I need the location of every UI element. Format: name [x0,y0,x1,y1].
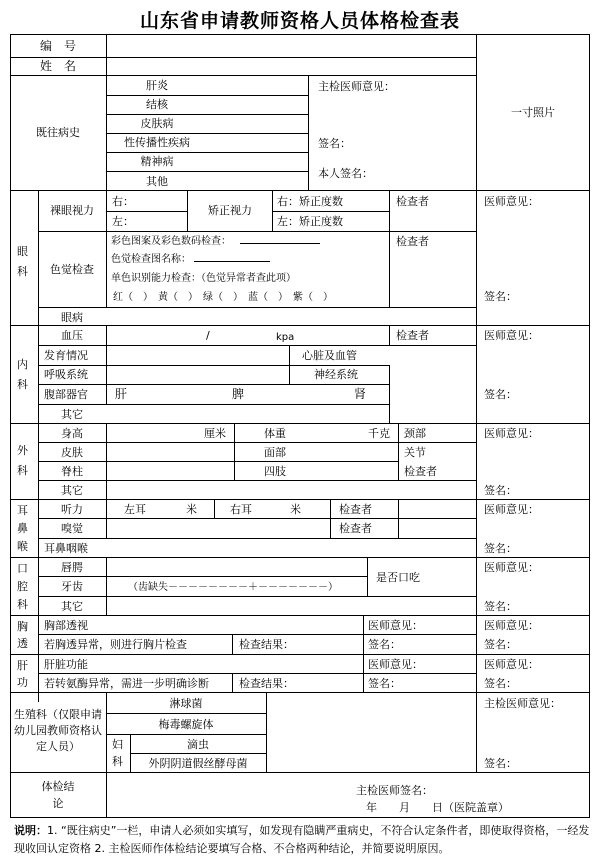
naked-left: 左： [112,215,134,228]
development-label: 发育情况 [44,349,88,362]
liver-section-label: 肝功 [17,659,28,689]
eye-disease-label: 眼病 [61,311,83,324]
color-line-3: 单色识别能力检查：（色觉异常者查此项） [111,273,296,284]
left-ear-unit: 米 [186,503,197,516]
ent-sign: 签名： [484,542,517,555]
naked-right: 右： [112,195,134,208]
chest-sign-2: 签名： [484,638,517,651]
internal-doctor-opinion: 医师意见： [484,329,539,342]
eye-examiner-2: 检查者 [396,235,429,248]
neck-label: 颈部 [404,427,426,440]
right-ear-unit: 米 [290,503,301,516]
bp-unit: kpa [276,332,295,343]
history-self-sign: 本人签名： [318,167,373,180]
hearing-label: 听力 [61,503,83,516]
conclusion-chief-sign: 主检医师签名： [356,784,433,797]
gonococcus-label: 淋球菌 [169,697,203,710]
naked-vision-label: 裸眼视力 [50,204,94,217]
surgery-other-label: 其它 [61,484,83,497]
internal-sign: 签名： [484,388,517,401]
reproductive-sign: 签名： [484,757,517,770]
reproductive-chief-opinion: 主检医师意见： [484,697,561,710]
teeth-label: 牙齿 [61,580,83,593]
teeth-missing: （齿缺失－－－－－－－－＋－－－－－－－） [128,582,338,593]
footnote-text: 1. “既往病史”一栏，申请人必须如实填写，如发现有隐瞒严重病史，不符合认定条件者，即使取得资格，一经发现收回认定资格 2. 主检医师作体检结论要填写合格、不合格两种结论，并简要说明原因。 [14,824,590,855]
oral-section-label: 口腔科 [17,562,28,611]
joint-label: 关节 [404,446,426,459]
eye-section-label: 眼科 [17,245,28,278]
ent-examiner-1: 检查者 [339,503,372,516]
conclusion-label: 体检结论 [41,780,75,810]
chest-xray-label: 胸部透视 [44,619,88,632]
liver-result: 检查结果： [239,677,294,690]
eye-sign: 签名： [484,290,517,303]
liver-sign: 签名： [368,677,401,690]
history-other: 其他 [146,175,168,188]
internal-section-label: 内科 [17,358,28,391]
color-line-1: 彩色图案及彩色数码检查： [111,236,231,247]
liver-function-label: 肝脏功能 [44,658,88,671]
footnote-head: 说明： [14,824,47,837]
chest-abnormal-note: 若胸透异常，则进行胸片检查 [44,638,187,651]
corrected-vision-label: 矫正视力 [208,204,252,217]
footnote [14,822,590,858]
history-sign: 签名： [318,137,351,150]
internal-examiner: 检查者 [396,329,429,342]
abd-kidney: 肾 [354,387,367,401]
color-options: 红（ ） 黄（ ） 绿（ ） 蓝（ ） 紫（ ） [113,292,333,303]
eye-examiner-1: 检查者 [396,195,429,208]
abd-spleen: 脾 [232,387,245,401]
liver-abnormal-note: 若转氨酶异常，需进一步明确诊断 [44,677,209,690]
history-chief-opinion: 主检医师意见： [318,80,395,93]
chest-doctor-opinion-2: 医师意见： [484,619,539,632]
height-unit: 厘米 [204,427,226,440]
gyn-label: 妇科 [112,738,123,768]
surgery-doctor-opinion: 医师意见： [484,427,539,440]
eye-doctor-opinion: 医师意见： [484,195,539,208]
chest-sign: 签名： [368,638,401,651]
ent-throat-label: 耳鼻咽喉 [44,542,88,555]
chest-doctor-opinion: 医师意见： [368,619,423,632]
conclusion-date: 年 月 日（医院盖章） [366,801,509,814]
bp-label: 血压 [61,329,83,342]
liver-doctor-opinion: 医师意见： [368,658,423,671]
weight-label: 体重 [264,427,286,440]
oral-doctor-opinion: 医师意见： [484,561,539,574]
liver-doctor-opinion-2: 医师意见： [484,658,539,671]
name-label: 姓 名 [39,59,77,73]
surgery-examiner: 检查者 [404,465,437,478]
respiratory-label: 呼吸系统 [44,368,88,381]
photo-placeholder: 一寸照片 [511,106,555,119]
stutter-label: 是否口吃 [376,571,420,584]
abdominal-label: 腹部器官 [44,388,88,401]
chest-section-label: 胸透 [17,620,28,650]
spine-label: 脊柱 [61,465,83,478]
treponema-label: 梅毒螺旋体 [158,718,214,731]
page-title: 山东省申请教师资格人员体格检查表 [139,10,460,32]
lips-label: 唇腭 [61,561,83,574]
corrected-left: 左：矫正度数 [277,215,343,228]
nervous-label: 神经系统 [314,368,358,381]
skin-label: 皮肤 [61,446,83,459]
history-skin: 皮肤病 [140,117,174,130]
history-std: 性传播性疾病 [124,136,190,149]
color-vision-label: 色觉检查 [50,263,94,276]
corrected-right: 右：矫正度数 [277,195,343,208]
face-label: 面部 [264,446,286,459]
history-hepatitis: 肝炎 [146,79,168,92]
smell-label: 嗅觉 [61,522,83,535]
liver-sign-2: 签名： [484,677,517,690]
left-ear: 左耳 [124,503,146,516]
ent-section-label: 耳鼻喉 [17,504,28,553]
limbs-label: 四肢 [264,465,286,478]
bp-separator: / [206,329,210,342]
ent-examiner-2: 检查者 [339,522,372,535]
oral-sign: 签名： [484,600,517,613]
heart-label: 心脏及血管 [302,349,357,362]
internal-other-label: 其它 [61,408,83,421]
abd-liver: 肝 [115,387,128,401]
oral-other-label: 其它 [61,600,83,613]
reproductive-section-label: 生殖科（仅限申请幼儿园教师资格认定人员） [14,708,102,753]
chest-result: 检查结果： [239,638,294,651]
history-mental: 精神病 [140,155,174,168]
surgery-sign: 签名： [484,484,517,497]
surgery-section-label: 外科 [17,444,28,477]
ent-doctor-opinion: 医师意见： [484,503,539,516]
history-tuberculosis: 结核 [146,98,168,111]
number-label: 编 号 [39,39,77,53]
trichomonas-label: 滴虫 [187,738,209,751]
weight-unit: 千克 [368,427,390,440]
history-label: 既往病史 [36,126,80,139]
color-line-2: 色觉检查图名称： [111,254,191,265]
candida-label: 外阴阴道假丝酵母菌 [148,757,248,770]
right-ear: 右耳 [230,503,252,516]
height-label: 身高 [61,427,83,440]
